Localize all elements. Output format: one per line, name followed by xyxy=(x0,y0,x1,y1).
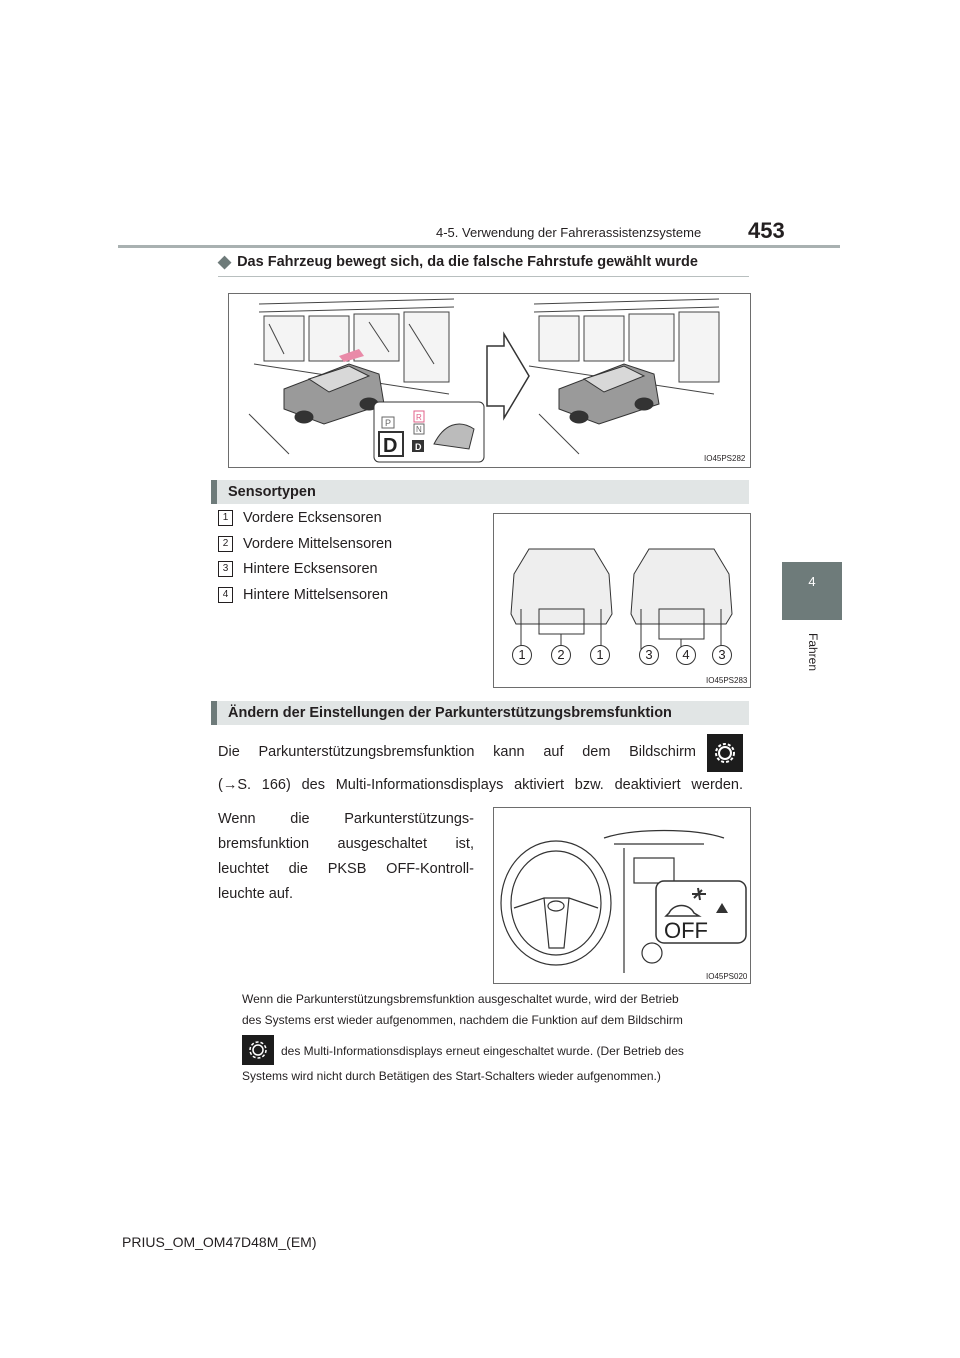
section-bar-sensortypen xyxy=(211,480,749,504)
section-bar-title: Sensortypen xyxy=(228,484,316,500)
settings-gear-icon xyxy=(707,734,743,772)
paragraph-2-line-3: leuchtet die PKSB OFF-Kontroll- xyxy=(218,861,474,877)
section-heading-wrong-gear xyxy=(218,252,698,272)
figure-id: IO45PS283 xyxy=(706,676,748,685)
sensor-item-label: Vordere Ecksensoren xyxy=(243,510,382,526)
chapter-tab-number: 4 xyxy=(808,574,816,589)
section-bar-settings xyxy=(211,701,749,725)
chapter-tab xyxy=(782,562,842,620)
gear-n-label: N xyxy=(416,425,422,434)
car-rear xyxy=(631,549,732,624)
figure-id: IO45PS282 xyxy=(704,454,746,463)
paragraph-2-line-2: bremsfunktion ausgeschaltet ist, xyxy=(218,836,474,852)
paragraph-1-line-2: (→S. 166) des Multi-Informationsdisplays aktiviert bzw. deaktiviert werden. xyxy=(218,777,743,793)
callout-4: 4 xyxy=(676,645,696,665)
note-line-1: Wenn die Parkunterstützungsbremsfunktion ausgeschaltet wurde, wird der Betrieb xyxy=(242,992,679,1006)
arrow-right-icon xyxy=(487,334,529,418)
figure-id: IO45PS020 xyxy=(706,972,748,981)
figure-sensor-positions xyxy=(493,513,751,688)
callout-2: 2 xyxy=(551,645,571,665)
parking-illustration xyxy=(229,294,750,467)
sensor-item-2 xyxy=(218,536,392,552)
heading-rule xyxy=(218,276,749,277)
gear-d-large-label: D xyxy=(383,435,398,457)
note-line-3: des Multi-Informationsdisplays erneut eingeschaltet wurde. (Der Betrieb des xyxy=(281,1044,684,1058)
sensor-diagram xyxy=(494,514,750,687)
sensor-item-1 xyxy=(218,510,382,526)
callout-3b: 3 xyxy=(712,645,732,665)
callout-1b: 1 xyxy=(590,645,610,665)
item-number-box: 3 xyxy=(218,561,233,577)
figure-dashboard xyxy=(493,807,751,984)
paragraph-1-line-1: Die Parkunterstützungsbremsfunktion kann auf dem Bildschirm xyxy=(218,744,696,760)
section-heading-text: Das Fahrzeug bewegt sich, da die falsche Fahrstufe gewählt wurde xyxy=(237,254,698,270)
callout-3: 3 xyxy=(639,645,659,665)
sensor-item-3 xyxy=(218,561,378,577)
item-number-box: 4 xyxy=(218,587,233,603)
note-line-2: des Systems erst wieder aufgenommen, nachdem die Funktion auf dem Bildschirm xyxy=(242,1013,683,1027)
note-line-4: Systems wird nicht durch Betätigen des Start-Schalters wieder aufgenommen.) xyxy=(242,1069,661,1083)
sensor-item-label: Hintere Ecksensoren xyxy=(243,561,378,577)
section-bar-title: Ändern der Einstellungen der Parkunterstützungsbremsfunktion xyxy=(228,705,672,721)
page-number: 453 xyxy=(748,218,785,243)
document-code: PRIUS_OM_OM47D48M_(EM) xyxy=(122,1234,317,1250)
item-number-box: 1 xyxy=(218,510,233,526)
gear-r-label: R xyxy=(416,413,422,422)
running-header-section: 4-5. Verwendung der Fahrerassistenzsysteme xyxy=(436,225,702,240)
pksb-off-label: OFF xyxy=(664,918,708,943)
sensor-item-label: Vordere Mittelsensoren xyxy=(243,536,393,552)
dashboard-illustration xyxy=(494,808,750,983)
callout-1: 1 xyxy=(512,645,532,665)
figure-wrong-gear xyxy=(228,293,751,468)
chapter-tab-label: Fahren xyxy=(806,633,820,672)
paragraph-2-line-4: leuchte auf. xyxy=(218,886,293,902)
car-front xyxy=(511,549,612,624)
gear-d-small-label: D xyxy=(415,442,422,452)
header-rule xyxy=(118,245,840,248)
car-left xyxy=(284,364,384,424)
diamond-bullet-icon: ◆ xyxy=(218,252,232,271)
paragraph-2-line-1: Wenn die Parkunterstützungs- xyxy=(218,811,474,827)
gear-p-label: P xyxy=(385,418,392,428)
sensor-item-label: Hintere Mittelsensoren xyxy=(243,587,389,603)
settings-gear-icon-small xyxy=(242,1035,274,1065)
item-number-box: 2 xyxy=(218,536,233,552)
steering-wheel xyxy=(501,841,611,965)
sensor-item-4 xyxy=(218,587,388,603)
